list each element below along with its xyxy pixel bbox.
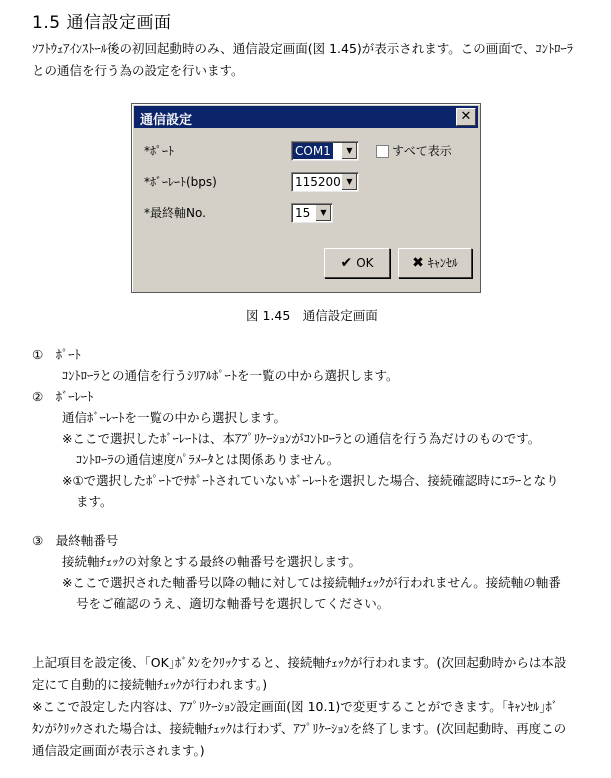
item-2-desc: 通信ﾎﾞｰﾚｰﾄを一覧の中から選択します。: [62, 410, 287, 425]
show-all-label: すべて表示: [392, 144, 452, 158]
last-axis-label: *最終軸No.: [144, 206, 206, 220]
show-all-checkbox[interactable]: [376, 145, 389, 158]
last-axis-value: 15: [295, 206, 311, 220]
ok-label: OK: [356, 256, 374, 270]
figure-caption: 図 1.45 通信設定画面: [246, 308, 378, 323]
intro-text: [32, 38, 573, 82]
dialog-title: 通信設定: [140, 113, 193, 128]
item-3-desc: 接続軸ﾁｪｯｸの対象とする最終の軸番号を選択します。: [62, 554, 362, 569]
chevron-down-icon[interactable]: ▼: [341, 143, 357, 159]
section-heading: 1.5 通信設定画面: [32, 13, 172, 33]
dialog-titlebar[interactable]: [134, 106, 478, 128]
chevron-down-icon[interactable]: ▼: [341, 174, 357, 190]
item-3-note-b: 号をご確認のうえ、適切な軸番号を選択してください。: [76, 596, 390, 611]
item-3-title: ③ 最終軸番号: [32, 533, 119, 548]
footer-line-1: 上記項目を設定後、｢OK｣ﾎﾞﾀﾝをｸﾘｯｸすると、接続軸ﾁｪｯｸが行われます。(次回起動時からは本設: [32, 655, 567, 670]
item-1-title: ① ﾎﾟｰﾄ: [32, 347, 81, 362]
item-3-note-a: ※ここで選択された軸番号以降の軸に対しては接続軸ﾁｪｯｸが行われません。接続軸の軸番: [62, 575, 561, 590]
item-2-note-2b: ます。: [76, 494, 113, 509]
intro-line-1: ｿﾌﾄｳｪｱｲﾝｽﾄｰﾙ後の初回起動時のみ、通信設定画面(図 1.45)が表示されます。この画面で、ｺﾝﾄﾛｰﾗ: [32, 41, 574, 56]
intro-line-2: との通信を行う為の設定を行います。: [32, 63, 244, 78]
item-1-desc: ｺﾝﾄﾛｰﾗとの通信を行うｼﾘｱﾙﾎﾟｰﾄを一覧の中から選択します。: [62, 368, 399, 383]
chevron-down-icon[interactable]: ▼: [315, 205, 331, 221]
comm-settings-dialog: [131, 103, 481, 293]
baud-label: *ﾎﾞｰﾚｰﾄ(bps): [144, 175, 217, 189]
port-select[interactable]: [291, 141, 359, 161]
close-icon[interactable]: ✕: [456, 108, 476, 126]
item-2-note-2a: ※①で選択したﾎﾟｰﾄでｻﾎﾟｰﾄされていないﾎﾞｰﾚｰﾄを選択した場合、接続確認時にｴﾗｰとなり: [62, 473, 559, 488]
cancel-label: ｷｬﾝｾﾙ: [427, 256, 458, 270]
footer-text: [32, 652, 566, 762]
cancel-button[interactable]: [398, 248, 472, 278]
item-2-note-1a: ※ここで選択したﾎﾞｰﾚｰﾄは、本ｱﾌﾟﾘｹｰｼｮﾝがｺﾝﾄﾛｰﾗとの通信を行う為だけのものです。: [62, 431, 541, 446]
footer-line-5: 通信設定画面が表示されます。): [32, 743, 205, 758]
footer-line-2: 定にて自動的に接続軸ﾁｪｯｸが行われます。): [32, 677, 268, 692]
item-2-title: ② ﾎﾞｰﾚｰﾄ: [32, 389, 94, 404]
footer-line-3: ※ここで設定した内容は、ｱﾌﾟﾘｹｰｼｮﾝ設定画面(図 10.1)で変更することができます。｢ｷｬﾝｾﾙ｣ﾎﾞ: [32, 699, 559, 714]
last-axis-select[interactable]: [291, 203, 333, 223]
item-2-note-1b: ｺﾝﾄﾛｰﾗの通信速度ﾊﾟﾗﾒｰﾀとは関係ありません。: [76, 452, 340, 467]
port-value: COM1: [295, 144, 331, 158]
baud-select[interactable]: [291, 172, 359, 192]
x-icon: ✖: [412, 255, 424, 271]
check-icon: ✔: [340, 255, 353, 271]
baud-value: 115200: [295, 175, 341, 189]
footer-line-4: ﾀﾝがｸﾘｯｸされた場合は、接続軸ﾁｪｯｸは行わず、ｱﾌﾟﾘｹｰｼｮﾝを終了します。(次回起動時、再度この: [32, 721, 567, 736]
port-label: *ﾎﾟｰﾄ: [144, 144, 175, 158]
ok-button[interactable]: [324, 248, 390, 278]
